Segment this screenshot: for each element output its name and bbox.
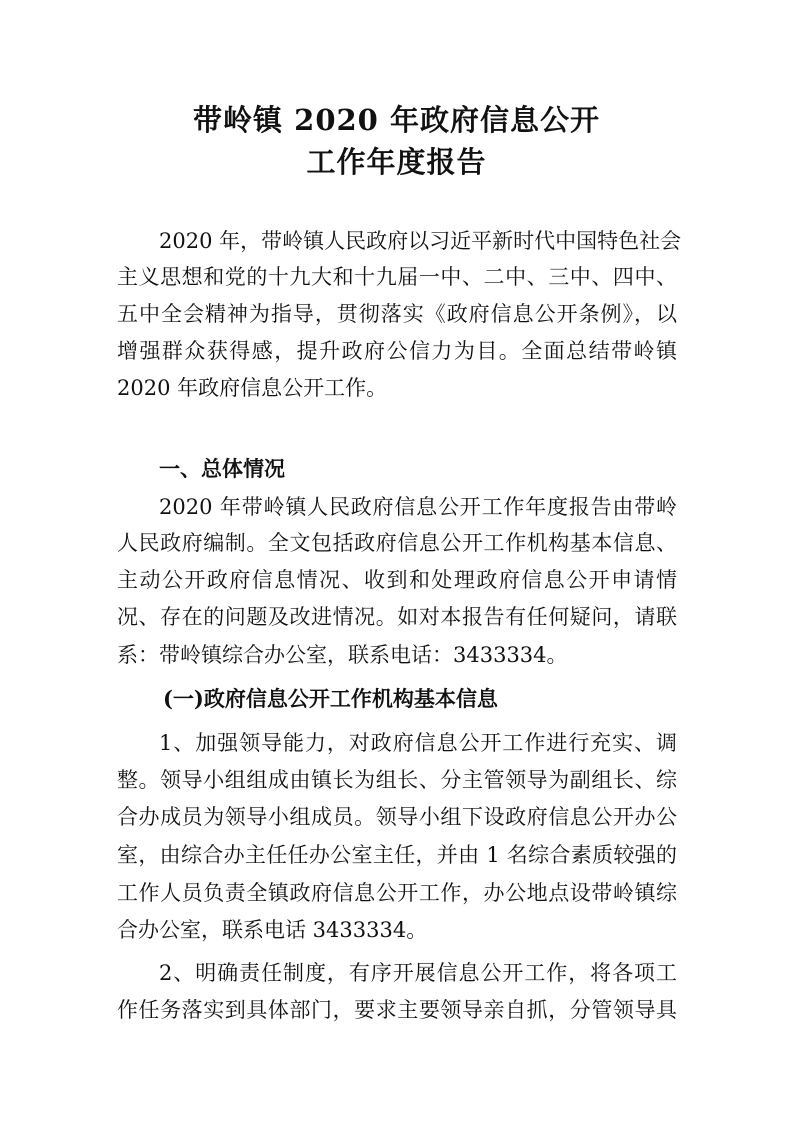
item1-line: 合办成员为领导小组成员。领导小组下设政府信息公开办公 — [117, 805, 677, 829]
section1-line: 况、存在的问题及改进情况。如对本报告有任何疑问，请联 — [117, 605, 677, 629]
section1-line: 主动公开政府信息情况、收到和处理政府信息公开申请情 — [117, 568, 677, 592]
section1-line: 2020 年带岭镇人民政府信息公开工作年度报告由带岭 — [159, 495, 677, 519]
intro-line: 2020 年政府信息公开工作。 — [117, 376, 388, 400]
report-title-line-2: 工作年度报告 — [306, 145, 487, 179]
item1-line: 整。领导小组组成由镇长为组长、分主管领导为副组长、综 — [117, 768, 677, 792]
item1-line: 1、加强领导能力，对政府信息公开工作进行充实、调 — [159, 731, 677, 755]
intro-line: 主义思想和党的十九大和十九届一中、二中、三中、四中、 — [117, 265, 677, 289]
item2-line: 2、明确责任制度，有序开展信息公开工作，将各项工 — [159, 961, 677, 985]
intro-line: 增强群众获得感，提升政府公信力为目。全面总结带岭镇 — [117, 339, 677, 363]
section-heading: 一、总体情况 — [159, 457, 285, 481]
item1-line: 工作人员负责全镇政府信息公开工作，办公地点设带岭镇综 — [117, 881, 677, 905]
item2-line: 作任务落实到具体部门，要求主要领导亲自抓，分管领导具 — [117, 998, 677, 1022]
intro-line: 五中全会精神为指导，贯彻落实《政府信息公开条例》，以 — [117, 302, 677, 326]
subsection-heading: (一)政府信息公开工作机构基本信息 — [163, 686, 498, 711]
item1-line: 合办公室，联系电话 3433334。 — [117, 918, 428, 942]
section1-line: 人民政府编制。全文包括政府信息公开工作机构基本信息、 — [117, 531, 677, 555]
report-title-line-1: 带岭镇 2020 年政府信息公开 — [193, 103, 600, 137]
intro-line: 2020 年，带岭镇人民政府以习近平新时代中国特色社会 — [159, 229, 682, 253]
item1-line: 室，由综合办主任任办公室主任，并由 1 名综合素质较强的 — [117, 843, 677, 867]
section1-line: 系：带岭镇综合办公室，联系电话：3433334。 — [117, 643, 568, 667]
